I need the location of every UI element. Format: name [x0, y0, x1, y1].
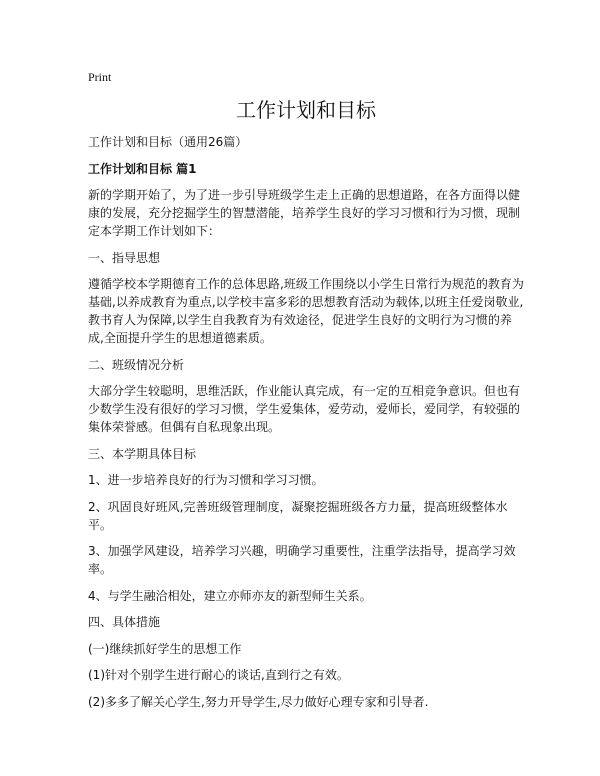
paragraph: 新的学期开始了，为了进一步引导班级学生走上正确的思想道路，在各方面得以健康的发展，充分挖掘学生的智慧潜能，培养学生良好的学习习惯和行为习惯，现制定本学期工作计划如下：	[88, 188, 521, 238]
list-item: 4、与学生融洽相处，建立亦师亦友的新型师生关系。	[88, 588, 372, 603]
paragraph: 遵循学校本学期德育工作的总体思路,班级工作围绕以小学生日常行为规范的教育为基础,以养成教育为重点,以学校丰富多彩的思想教育活动为载体,以班主任爱岗敬业,教书育人为保障,以学生自我教育为有效途径，促进学生良好的文明行为习惯的养成,全面提升学生的思想道德素质。	[88, 277, 524, 345]
subtitle: 工作计划和目标（通用26篇）	[88, 135, 248, 149]
list-item: 1、进一步培养良好的行为习惯和学习习惯。	[88, 473, 324, 487]
heading-guiding-thought: 一、指导思想	[88, 250, 161, 265]
list-item: (2)多多了解关心学生,努力开导学生,尽力做好心理专家和引导者.	[88, 694, 429, 709]
heading-measures: 四、具体措施	[88, 615, 161, 629]
document	[88, 70, 524, 719]
list-item: 3、加强学风建设，培养学习兴趣，明确学习重要性，注重学法指导，提高学习效率。	[88, 544, 516, 576]
paragraph: 大部分学生较聪明，思维活跃，作业能认真完成，有一定的互相竞争意识。但也有少数学生没有很好的学习习惯，学生爱集体，爱劳动，爱师长，爱同学，有较强的集体荣誉感。但偶有自私现象出现。	[88, 384, 521, 434]
heading-goals: 三、本学期具体目标	[88, 446, 197, 461]
list-item: 2、巩固良好班风,完善班级管理制度，凝聚挖掘班级各方力量，提高班级整体水平。	[88, 499, 508, 532]
heading-class-analysis: 二、班级情况分析	[88, 357, 185, 372]
print-link[interactable]: Print	[88, 70, 112, 84]
page-title: 工作计划和目标	[236, 98, 376, 122]
list-item: (1)针对个别学生进行耐心的谈话,直到行之有效。	[88, 668, 349, 682]
subheading: (一)继续抓好学生的思想工作	[88, 641, 242, 656]
section-heading: 工作计划和目标 篇1	[88, 161, 197, 176]
